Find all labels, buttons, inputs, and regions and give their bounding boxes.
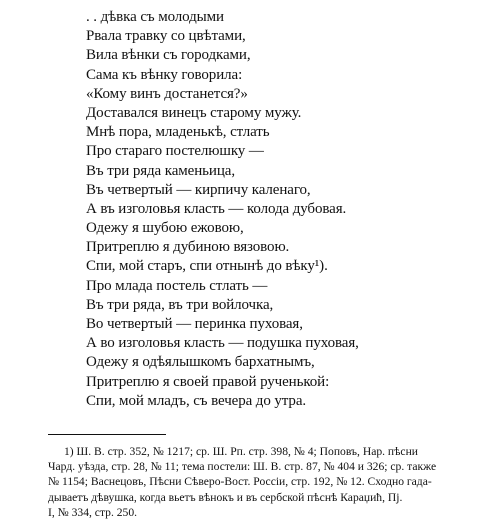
footnote-line: дываетъ дѣвушка, когда вьетъ вѣнокъ и въ сербской пѣснѣ Караџић, Пј. — [48, 490, 403, 504]
footnote-line: I, № 334, стр. 250. — [48, 505, 138, 519]
poem-line: Во четвертый — перинка пуховая, — [86, 316, 303, 332]
footnote-divider — [48, 434, 166, 435]
poem-line: Сама къ вѣнку говорила: — [86, 66, 243, 83]
poem-line: Мнѣ пора, младенькѣ, стлать — [86, 124, 270, 141]
footnote-line: Чард. уѣзда, стр. 28, № 11; тема постели: Ш. В. стр. 87, № 404 и 326; ср. также — [48, 460, 437, 474]
poem-line: «Кому винъ достанется?» — [86, 85, 248, 102]
poem-line: Спи, мой младъ, съ вечера до утра. — [86, 392, 307, 409]
poem-line: Про млада постель стлать — — [86, 277, 268, 294]
poem-line: Въ три ряда, въ три войлочка, — [86, 296, 274, 313]
poem-line: Спи, мой старъ, спи отнынѣ до вѣку¹). — [86, 258, 328, 275]
poem-line: Въ три ряда каменьица, — [86, 162, 235, 179]
poem-line: . . дѣвка съ молодыми — [86, 9, 224, 25]
footnote-line: 1) Ш. В. стр. 352, № 1217; ср. Ш. Рп. стр. 398, № 4; Поповъ, Нар. пѣсни — [64, 445, 418, 458]
poem-line: Одежу я шубою ежовою, — [86, 220, 244, 237]
poem-line: Вила вѣнки съ городками, — [86, 47, 251, 64]
poem-line: А въ изголовья класть — колода дубовая. — [86, 200, 347, 217]
poem-line: А во изголовья класть — подушка пуховая, — [86, 335, 359, 352]
poem-line: Притреплю я своей правой рученькой: — [86, 373, 330, 390]
poem-text — [86, 8, 476, 411]
footnote-text — [48, 444, 474, 520]
poem-line: Въ четвертый — кирпичу каленаго, — [86, 181, 311, 198]
footnote-line: № 1154; Васнецовъ, Пѣсни Сѣверо-Вост. Россіи, стр. 192, № 12. Сходно гада- — [48, 475, 432, 489]
poem-line: Одежу я одѣялышкомъ бархатнымъ, — [86, 354, 315, 371]
poem-line: Притреплю я дубиною вязовою. — [86, 239, 290, 256]
poem-line: Доставался винецъ старому мужу. — [86, 104, 302, 121]
poem-line: Про стараго постелюшку — — [86, 143, 264, 160]
poem-line: Рвала травку со цвѣтами, — [86, 28, 246, 45]
